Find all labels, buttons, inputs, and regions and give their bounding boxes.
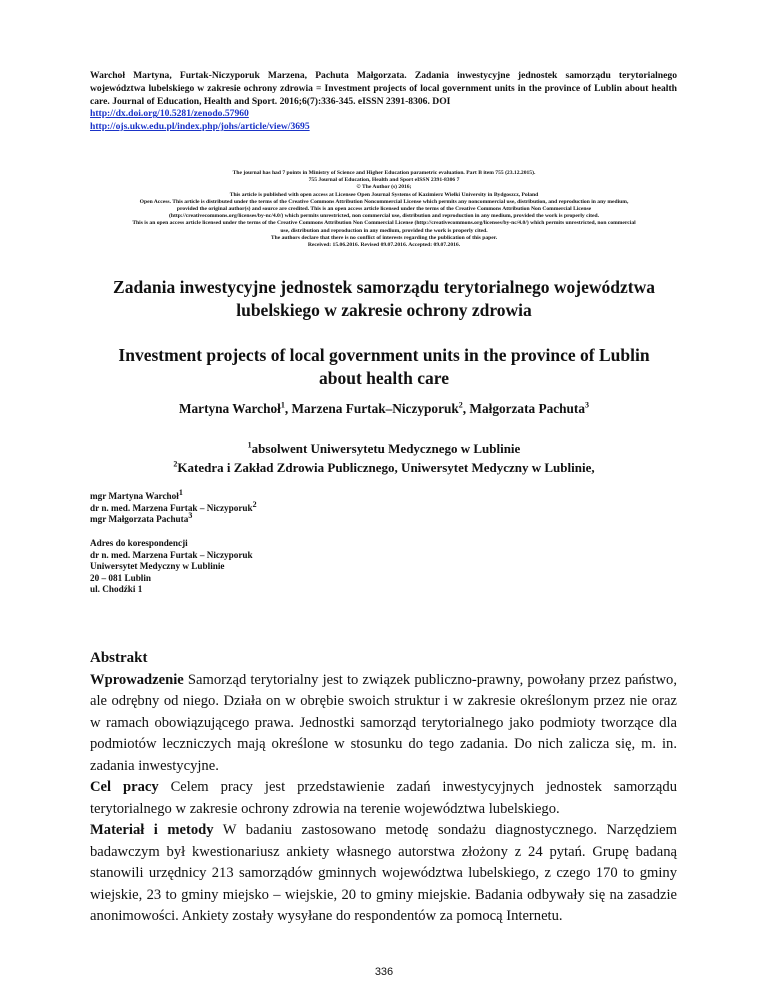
doi-link[interactable]: http://dx.doi.org/10.5281/zenodo.57960 [90,108,249,120]
meta-line: This article is published with open access at Licensee Open Journal Systems of Kazimierz Wielki University in Bydgoszcz, Poland [229,191,539,198]
author-degrees: mgr Martyna Warchoł$^1$ dr n. med. Marzena Furtak – Niczyporuk$^2$ mgr Małgorzata Pachuta$^3$ [90,487,257,525]
title-polish: Zadania inwestycyjne jednostek samorządu terytorialnego województwa lubelskiego w zakresie ochrony zdrowia [113,277,655,320]
affiliation: $^2$Katedra i Zakład Zdrowia Publicznego, Uniwersytet Medyczny w Lublinie, [173,459,595,475]
page-number: 336 [374,966,394,978]
meta-line: provided the original author(s) and source are credited. This is an open access article licensed under the terms of the Creative Commons Attribution Non Commercial License [176,206,592,213]
citation-block [90,70,677,134]
title-english: Investment projects of local government units in the province of Lublin about health care [118,345,650,388]
abstract-heading: Abstrakt [90,650,148,666]
meta-line: (http://creativecommons.org/licenses/by-nc/4.0/) which permits unrestricted, non commercial use, distribution and reproduction in any medium, provided the work is properly cited. [169,213,599,220]
author-name: Małgorzata Pachuta [469,401,586,416]
meta-line: The journal has had 7 points in Ministry of Science and Higher Education parametric evaluation. Part B item 755 (23.12.2015). [232,170,536,176]
abstract-section: Cel pracy Celem pracy jest przedstawienie zadań inwestycyjnych jednostek samorządu terytorialnego w zakresie ochrony zdrowia na terenie województwa lubelskiego. [90,779,677,817]
meta-line: 755 Journal of Education, Health and Sport eISSN 2391-8306 7 [308,177,460,184]
affiliation: $^1$absolwent Uniwersytetu Medycznego w Lublinie [247,440,521,456]
meta-line: © The Author (s) 2016; [356,184,412,191]
meta-line: Received: 15.06.2016. Revised 09.07.2016. Accepted: 09.07.2016. [307,242,461,249]
abstract-section: Wprowadzenie Samorząd terytorialny jest to związek publiczno-prawny, powołany przez państwo, ale odrębny od niego. Działa on w obrębie swoich struktur i w zakresie określonym przez nie oraz w ramach obowiązującego prawa. Jednostki samorząd terytorialnego jako podmioty tworzące dla podmiotów leczniczych mają określone w stosunku do tego zadania. Do nich zalicza się, m. in. zadania inwestycyjne. [90,671,677,774]
meta-line: use, distribution and reproduction in any medium, provided the work is properly cited. [280,227,488,234]
meta-line: This is an open access article licensed under the terms of the Creative Commons Attribution Non Commercial License (http://creativecommons.org/licenses/by-nc/4.0/) which permits unrestricted, non commercial [132,220,636,227]
abstract [90,648,677,928]
ojs-link[interactable]: http://ojs.ukw.edu.pl/index.php/johs/article/view/3695 [90,121,310,133]
abstract-section: Materiał i metody W badaniu zastosowano metodę sondażu diagnostycznego. Narzędziem badawczym był kwestionariusz ankiety własnego autorstwa złożony z 24 pytań. Grupę badaną stanowili urzędnicy 213 samorządów gminnych województwa lubelskiego, z czego 170 to gminy wiejskie, 23 to gminy miejsko – wiejskie, 20 to gminy miejskie. Badania odbywały się na zasadzie anonimowości. Ankiety zostały wysyłane do respondentów za pomocą Internetu. [90,822,677,924]
meta-line: The authors declare that there is no conflict of interests regarding the publication of this paper. [270,234,498,241]
author-name: Marzena Furtak–Niczyporuk [291,401,459,416]
meta-line: Open Access. This article is distributed under the terms of the Creative Commons Attribution Noncommercial License which permits any noncommercial use, distribution, and reproduction in any medium, [139,198,629,205]
author-name: Martyna Warchoł [178,401,281,416]
correspondence-address: Adres do korespondencji dr n. med. Marzena Furtak – Niczyporuk Uniwersytet Medyczny w Lublinie 20 – 081 Lublin ul. Chodźki 1 [90,538,253,595]
citation-text: Warchoł Martyna, Furtak-Niczyporuk Marzena, Pachuta Małgorzata. Zadania inwestycyjne jednostek samorządu terytorialnego województwa lubelskiego w zakresie ochrony zdrowia = Investment projects of local government units in the province of Lublin about health care. Journal of Education, Health and Sport. 2016;6(7):336-345. eISSN 2391-8306. DOI [90,70,677,107]
author-list: Martyna Warchoł$^1$, Marzena Furtak–Niczyporuk$^2$, Małgorzata Pachuta$^3$ [178,400,590,416]
journal-meta [60,170,708,249]
